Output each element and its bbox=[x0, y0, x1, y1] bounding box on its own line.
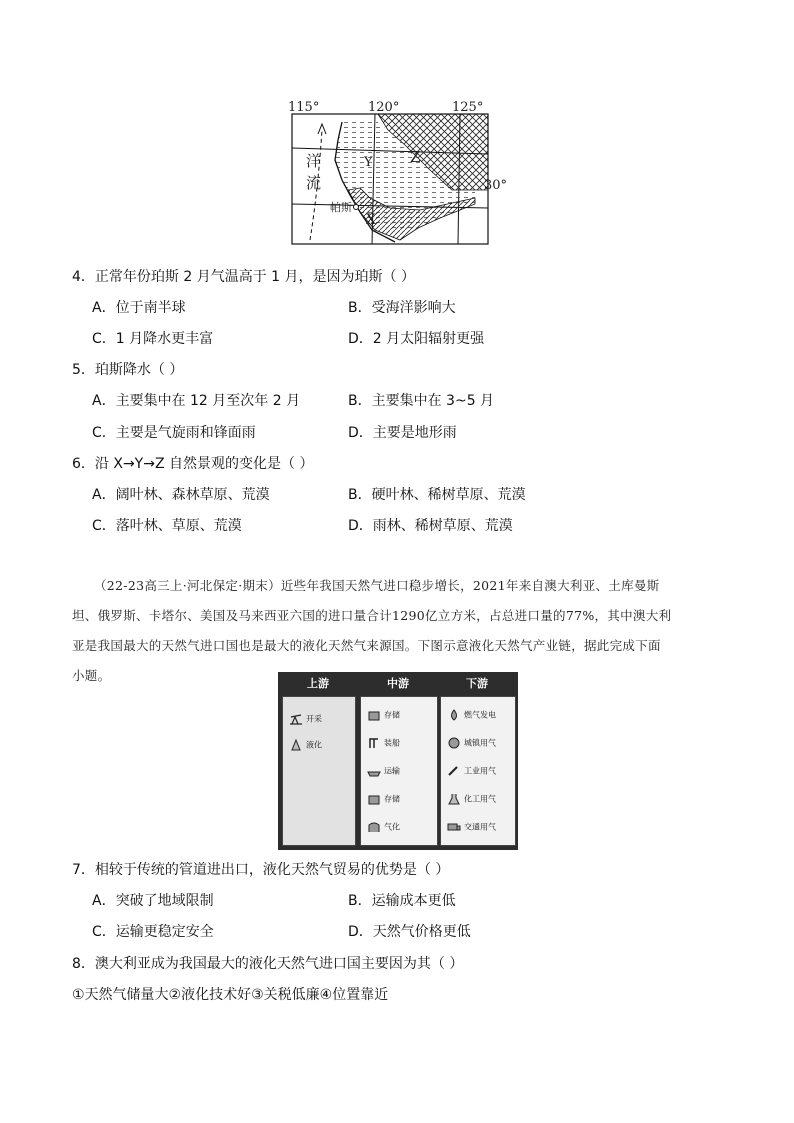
map-svg bbox=[280, 100, 510, 250]
q7-option-b[interactable]: B．运输成本更低 bbox=[348, 893, 456, 909]
upstream-item: 液化 bbox=[289, 739, 322, 752]
loading-arm-icon bbox=[367, 737, 381, 749]
q8-statements: ①天然气储量大②液化技术好③关税低廉④位置靠近 bbox=[72, 987, 389, 1003]
question-7-stem: 7．相较于传统的管道进出口，液化天然气贸易的优势是（ ） bbox=[72, 862, 450, 878]
question-5-stem: 5．珀斯降水（ ） bbox=[72, 362, 184, 378]
midstream-item: 存储 bbox=[367, 793, 400, 806]
gasification-icon bbox=[367, 821, 381, 833]
q5-option-c[interactable]: C．主要是气旋雨和锋面雨 bbox=[92, 425, 256, 441]
header-midstream: 中游 bbox=[387, 677, 409, 690]
question-8-stem: 8．澳大利亚成为我国最大的液化天然气进口国主要因为其（ ） bbox=[72, 956, 464, 972]
q7-option-d[interactable]: D．天然气价格更低 bbox=[348, 924, 471, 940]
current-label-2: 流 bbox=[306, 174, 322, 192]
q5-option-d[interactable]: D．主要是地形雨 bbox=[348, 425, 457, 441]
midstream-column bbox=[360, 696, 438, 846]
region-x-label: X bbox=[366, 212, 376, 228]
lat-label-30: 30° bbox=[484, 178, 508, 193]
passage-line-1: （22-23高三上·河北保定·期末）近些年我国天然气进口稳步增长，2021年来自澳大利亚、土库曼斯 bbox=[94, 578, 660, 593]
passage-line-2: 坦、俄罗斯、卡塔尔、美国及马来西亚六国的进口量合计1290亿立方米，占总进口量的77%，其中澳大利 bbox=[72, 608, 672, 623]
storage-tank-icon bbox=[367, 709, 381, 721]
wrench-icon bbox=[447, 765, 461, 777]
q6-option-c[interactable]: C．落叶林、草原、荒漠 bbox=[92, 518, 242, 534]
flask-icon bbox=[447, 793, 461, 805]
midstream-item: 气化 bbox=[367, 821, 400, 834]
q6-option-b[interactable]: B．硬叶林、稀树草原、荒漠 bbox=[348, 487, 526, 503]
stove-icon bbox=[447, 737, 461, 749]
ship-icon bbox=[367, 765, 381, 777]
q4-option-d[interactable]: D．2 月太阳辐射更强 bbox=[348, 331, 485, 347]
header-upstream: 上游 bbox=[307, 677, 329, 690]
header-downstream: 下游 bbox=[466, 677, 488, 690]
upstream-column bbox=[282, 696, 356, 846]
downstream-item: 燃气发电 bbox=[447, 709, 496, 722]
midstream-item: 装船 bbox=[367, 737, 400, 750]
truck-icon bbox=[447, 821, 461, 833]
lon-label-125: 125° bbox=[452, 100, 484, 115]
current-label-1: 洋 bbox=[306, 152, 322, 170]
city-label: 帕斯 bbox=[330, 201, 352, 214]
lon-label-120: 120° bbox=[368, 100, 400, 115]
downstream-item: 交通用气 bbox=[447, 821, 496, 834]
map-figure bbox=[280, 100, 510, 250]
downstream-item: 城镇用气 bbox=[447, 737, 496, 750]
lng-industry-chain-figure bbox=[278, 672, 518, 850]
q7-option-c[interactable]: C．运输更稳定安全 bbox=[92, 924, 214, 940]
passage-line-4: 小题。 bbox=[72, 668, 111, 683]
city-dot bbox=[354, 205, 359, 210]
flame-icon bbox=[289, 739, 303, 751]
downstream-item: 化工用气 bbox=[447, 793, 496, 806]
q4-option-c[interactable]: C．1 月降水更丰富 bbox=[92, 331, 214, 347]
q6-option-d[interactable]: D．雨林、稀树草原、荒漠 bbox=[348, 518, 513, 534]
downstream-column bbox=[440, 696, 516, 846]
midstream-item: 存储 bbox=[367, 709, 400, 722]
q5-option-b[interactable]: B．主要集中在 3~5 月 bbox=[348, 393, 495, 409]
region-y-label: Y bbox=[364, 155, 373, 170]
passage-line-3: 亚是我国最大的天然气进口国也是最大的液化天然气来源国。下图示意液化天然气产业链，据此完成下面 bbox=[72, 638, 661, 653]
lon-label-115: 115° bbox=[288, 100, 320, 115]
pump-jack-icon bbox=[289, 713, 303, 725]
region-z-label: Z bbox=[410, 148, 421, 166]
downstream-item: 工业用气 bbox=[447, 765, 496, 778]
q4-option-a[interactable]: A．位于南半球 bbox=[92, 300, 186, 316]
upstream-item: 开采 bbox=[289, 713, 322, 726]
storage-tank-icon bbox=[367, 793, 381, 805]
q5-option-a[interactable]: A．主要集中在 12 月至次年 2 月 bbox=[92, 393, 301, 409]
question-6-stem: 6．沿 X→Y→Z 自然景观的变化是（ ） bbox=[72, 456, 314, 472]
q7-option-a[interactable]: A．突破了地域限制 bbox=[92, 893, 214, 909]
fire-drop-icon bbox=[447, 709, 461, 721]
question-4-stem: 4．正常年份珀斯 2 月气温高于 1 月，是因为珀斯（ ） bbox=[72, 269, 415, 285]
midstream-item: 运输 bbox=[367, 765, 400, 778]
q4-option-b[interactable]: B．受海洋影响大 bbox=[348, 300, 456, 316]
q6-option-a[interactable]: A．阔叶林、森林草原、荒漠 bbox=[92, 487, 270, 503]
